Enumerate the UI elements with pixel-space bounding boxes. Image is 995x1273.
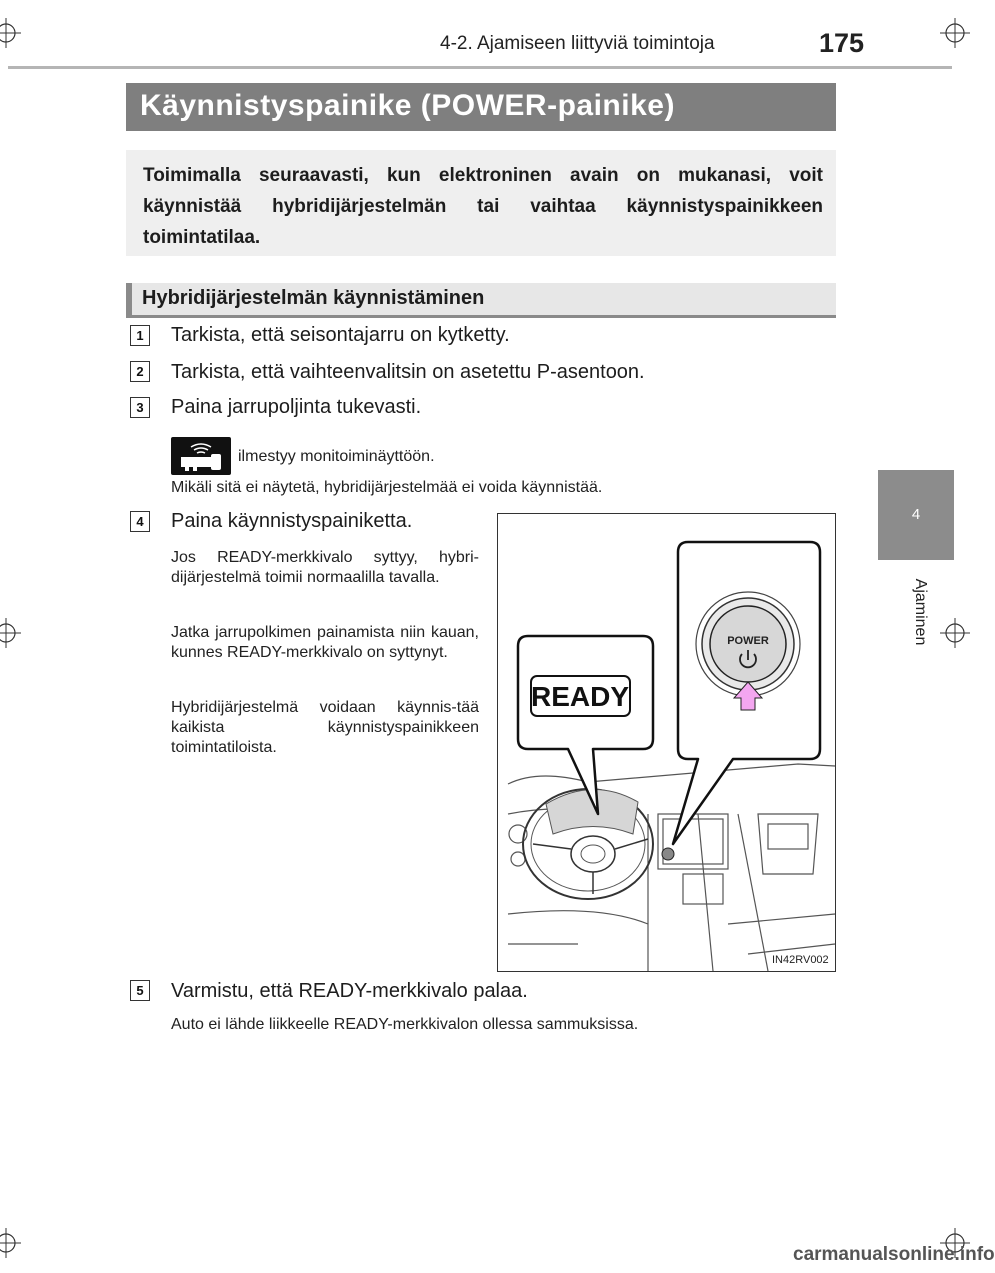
dashboard-illustration: [497, 513, 836, 972]
start-warning-note: Mikäli sitä ei näytetä, hybridijärjestelmää ei voida käynnistää.: [171, 479, 603, 496]
step-number-1: 1: [130, 325, 150, 346]
registration-mark: [0, 18, 21, 48]
step-4-note-1: Jos READY-merkkivalo syttyy, hybri-dijärjestelmä toimii normaalilla tavalla.: [171, 549, 479, 586]
page-number: 175: [819, 28, 865, 58]
step-4-note-2: Jatka jarrupolkimen painamista niin kauan, kunnes READY-merkkivalo on syttynyt.: [171, 624, 479, 661]
step-5-note: Auto ei lähde liikkeelle READY-merkkivalon ollessa sammuksissa.: [171, 1016, 639, 1033]
registration-mark: [0, 618, 21, 648]
header-divider: [8, 66, 952, 69]
key-indicator-icon: [171, 437, 231, 475]
subsection-accent: [126, 283, 132, 315]
chapter-number: 4: [911, 506, 921, 523]
step-1-text: Tarkista, että seisontajarru on kytketty.: [171, 324, 510, 346]
step-number-5: 5: [130, 980, 150, 1001]
step-number-3: 3: [130, 397, 150, 418]
registration-mark: [0, 1228, 21, 1258]
step-number-2: 2: [130, 361, 150, 382]
chapter-label: Ajaminen: [912, 578, 929, 646]
image-code: IN42RV002: [772, 954, 829, 966]
power-label: POWER: [727, 635, 769, 647]
registration-mark: [940, 618, 970, 648]
step-4-text: Paina käynnistyspainiketta.: [171, 510, 413, 532]
section-header: 4-2. Ajamiseen liittyviä toimintoja: [440, 33, 715, 54]
indicator-note: ilmestyy monitoiminäyttöön.: [238, 448, 435, 465]
registration-mark: [940, 18, 970, 48]
step-4-note-3: Hybridijärjestelmä voidaan käynnis-tää kaikista käynnistyspainikkeen toimintatiloista.: [171, 699, 479, 756]
step-2-text: Tarkista, että vaihteenvalitsin on asetettu P-asentoon.: [171, 361, 645, 383]
subsection-title: Hybridijärjestelmän käynnistäminen: [142, 287, 485, 309]
footer-watermark[interactable]: carmanualsonline.info: [793, 1244, 995, 1265]
chapter-tab[interactable]: [878, 470, 954, 560]
step-3-text: Paina jarrupoljinta tukevasti.: [171, 396, 422, 418]
intro-text: Toimimalla seuraavasti, kun elektroninen avain on mukanasi, voit käynnistää hybridijärjestelmän tai vaihtaa käynnistyspainikkeen toimintatilaa.: [143, 165, 823, 248]
step-5-text: Varmistu, että READY-merkkivalo palaa.: [171, 980, 528, 1002]
ready-label: READY: [530, 681, 630, 712]
page-title: Käynnistyspainike (POWER-painike): [140, 89, 675, 122]
step-number-4: 4: [130, 511, 150, 532]
